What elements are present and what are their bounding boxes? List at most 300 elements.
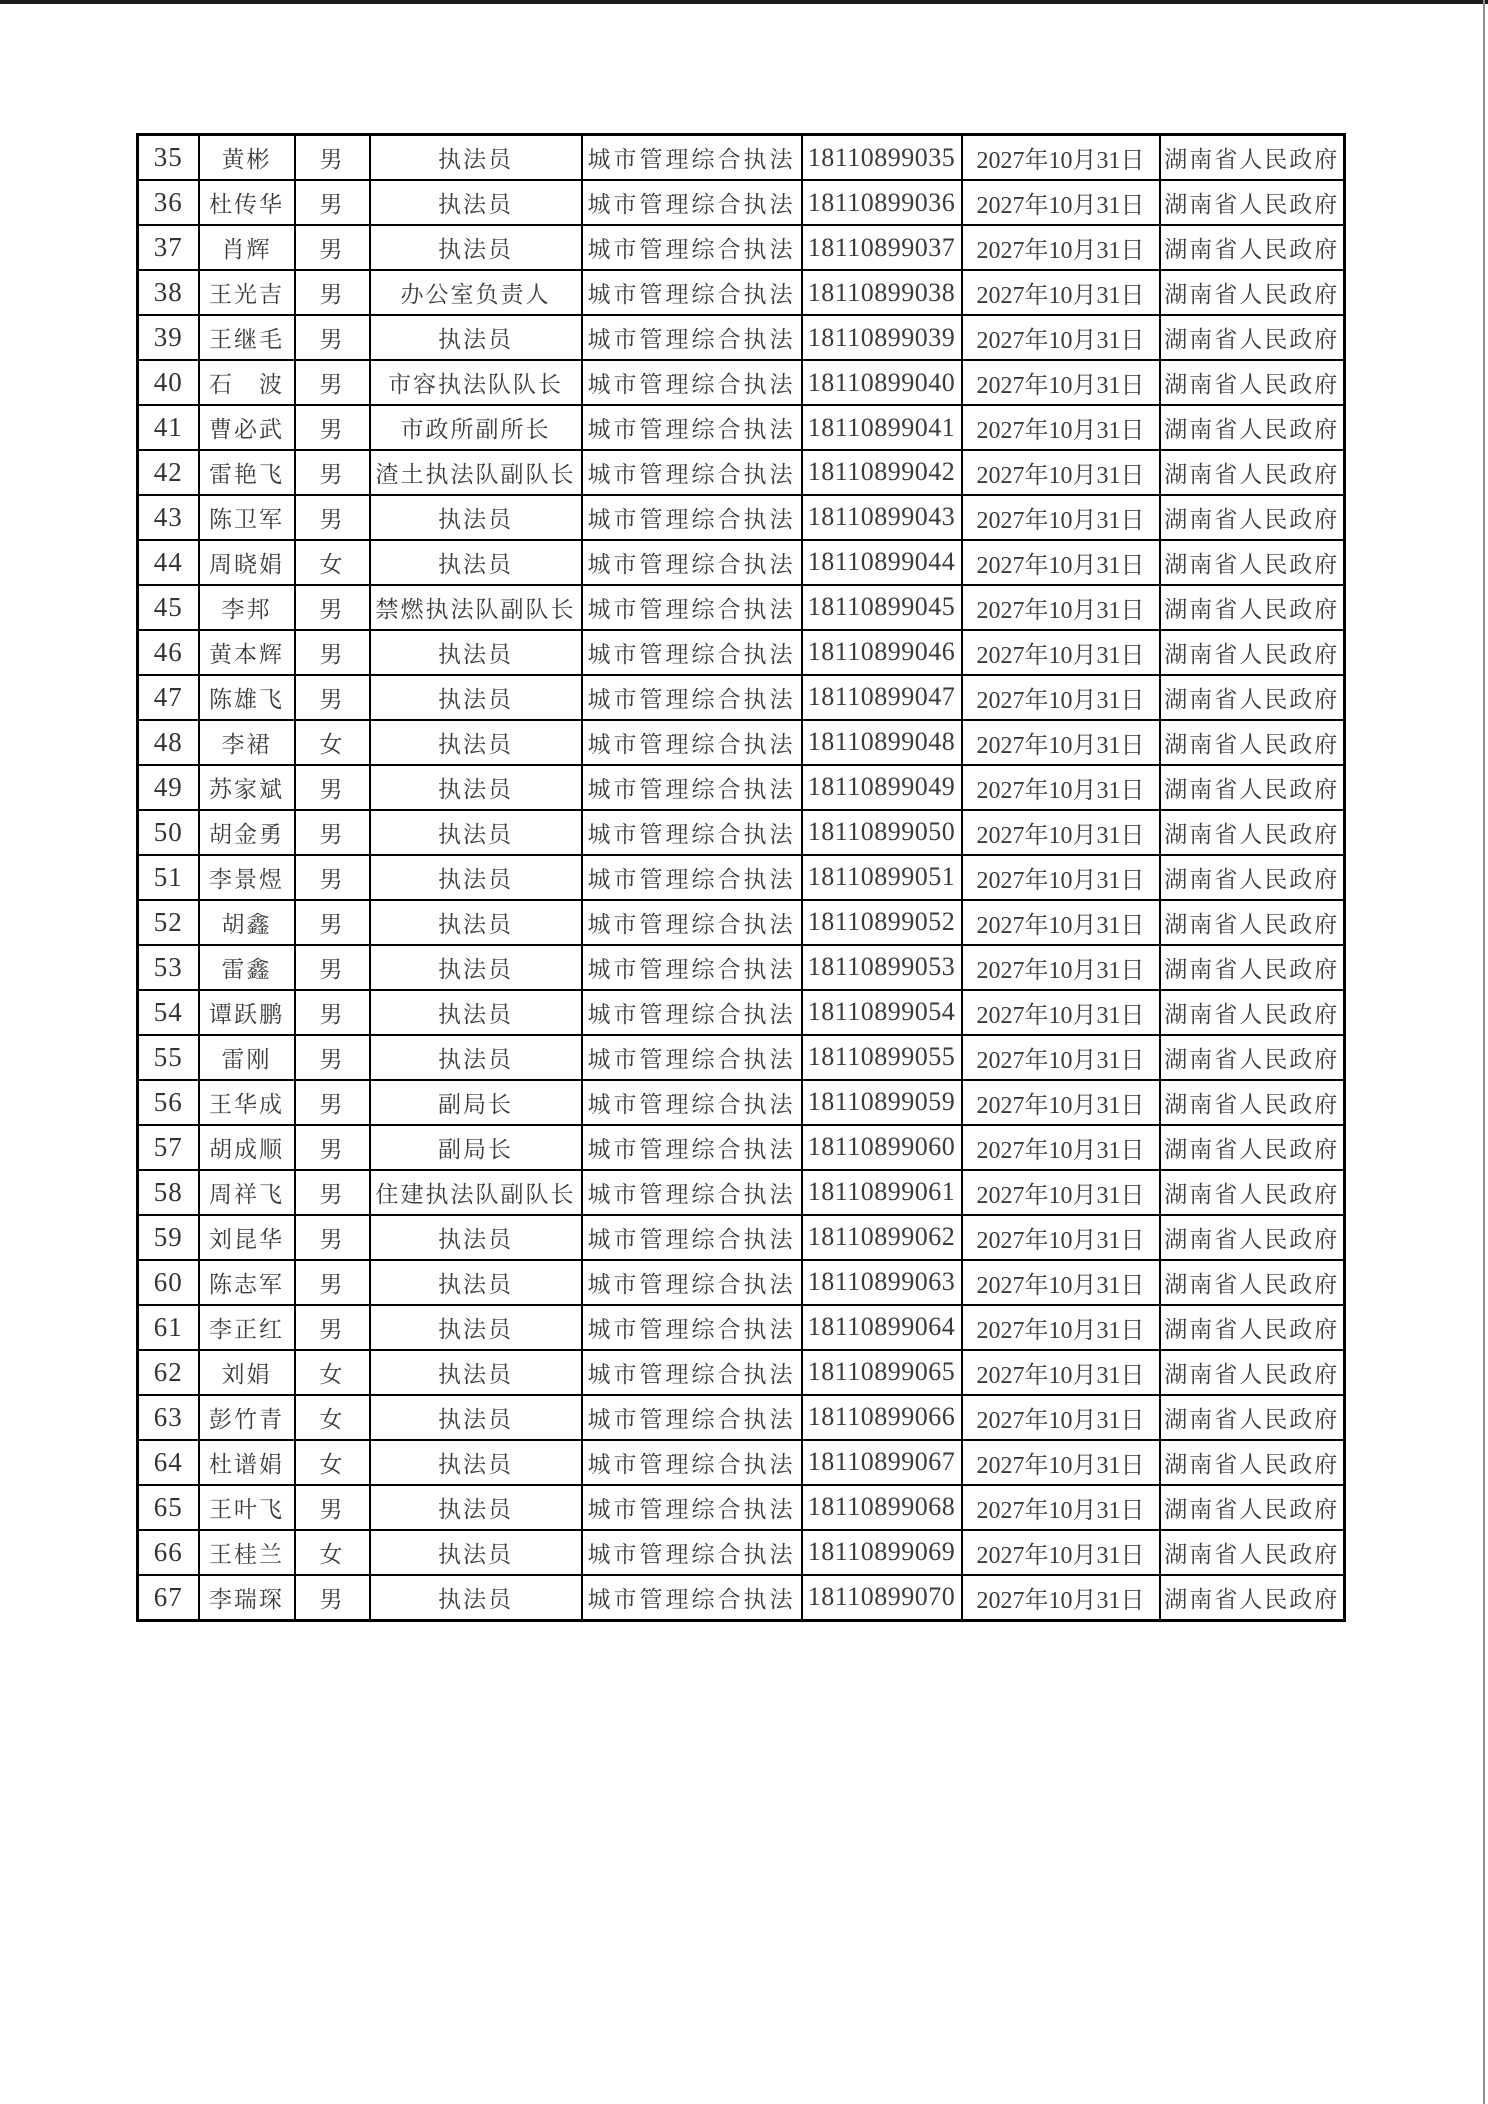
cell-date: 2027年10月31日 bbox=[962, 135, 1160, 181]
scan-right-edge-line bbox=[1483, 0, 1485, 2104]
cell-position: 执法员 bbox=[370, 180, 582, 225]
cell-date: 2027年10月31日 bbox=[962, 900, 1160, 945]
cell-cert_no: 18110899045 bbox=[802, 585, 962, 630]
cell-position: 执法员 bbox=[370, 1575, 582, 1621]
cell-name: 刘娟 bbox=[199, 1350, 295, 1395]
cell-authority: 湖南省人民政府 bbox=[1160, 270, 1345, 315]
cell-category: 城市管理综合执法 bbox=[582, 1305, 802, 1350]
cell-category: 城市管理综合执法 bbox=[582, 1080, 802, 1125]
cell-date: 2027年10月31日 bbox=[962, 1170, 1160, 1215]
cell-gender: 男 bbox=[295, 900, 370, 945]
cell-position: 执法员 bbox=[370, 135, 582, 181]
table-row bbox=[138, 990, 1345, 1035]
table-row bbox=[138, 1260, 1345, 1305]
cell-cert_no: 18110899039 bbox=[802, 315, 962, 360]
cell-date: 2027年10月31日 bbox=[962, 270, 1160, 315]
cell-cert_no: 18110899046 bbox=[802, 630, 962, 675]
cell-authority: 湖南省人民政府 bbox=[1160, 1170, 1345, 1215]
table-row bbox=[138, 1305, 1345, 1350]
cell-category: 城市管理综合执法 bbox=[582, 855, 802, 900]
cell-authority: 湖南省人民政府 bbox=[1160, 990, 1345, 1035]
cell-cert_no: 18110899038 bbox=[802, 270, 962, 315]
cell-name: 黄彬 bbox=[199, 135, 295, 181]
cell-no: 52 bbox=[138, 900, 199, 945]
cell-authority: 湖南省人民政府 bbox=[1160, 900, 1345, 945]
cell-category: 城市管理综合执法 bbox=[582, 945, 802, 990]
cell-cert_no: 18110899066 bbox=[802, 1395, 962, 1440]
cell-name: 黄本辉 bbox=[199, 630, 295, 675]
cell-gender: 男 bbox=[295, 990, 370, 1035]
cell-authority: 湖南省人民政府 bbox=[1160, 1575, 1345, 1621]
cell-date: 2027年10月31日 bbox=[962, 1080, 1160, 1125]
cell-position: 执法员 bbox=[370, 855, 582, 900]
cell-no: 36 bbox=[138, 180, 199, 225]
cell-position: 执法员 bbox=[370, 630, 582, 675]
cell-cert_no: 18110899067 bbox=[802, 1440, 962, 1485]
table-row bbox=[138, 360, 1345, 405]
cell-gender: 男 bbox=[295, 855, 370, 900]
cell-date: 2027年10月31日 bbox=[962, 990, 1160, 1035]
cell-name: 李裙 bbox=[199, 720, 295, 765]
cell-cert_no: 18110899070 bbox=[802, 1575, 962, 1621]
cell-cert_no: 18110899055 bbox=[802, 1035, 962, 1080]
cell-gender: 男 bbox=[295, 405, 370, 450]
cell-position: 禁燃执法队副队长 bbox=[370, 585, 582, 630]
table-row bbox=[138, 540, 1345, 585]
table-row bbox=[138, 1215, 1345, 1260]
cell-cert_no: 18110899042 bbox=[802, 450, 962, 495]
table-row bbox=[138, 945, 1345, 990]
cell-category: 城市管理综合执法 bbox=[582, 1125, 802, 1170]
cell-cert_no: 18110899050 bbox=[802, 810, 962, 855]
cell-date: 2027年10月31日 bbox=[962, 810, 1160, 855]
cell-gender: 男 bbox=[295, 765, 370, 810]
cell-gender: 男 bbox=[295, 360, 370, 405]
table-row bbox=[138, 405, 1345, 450]
cell-authority: 湖南省人民政府 bbox=[1160, 135, 1345, 181]
cell-date: 2027年10月31日 bbox=[962, 315, 1160, 360]
cell-position: 市政所副所长 bbox=[370, 405, 582, 450]
cell-category: 城市管理综合执法 bbox=[582, 765, 802, 810]
cell-authority: 湖南省人民政府 bbox=[1160, 1440, 1345, 1485]
cell-gender: 男 bbox=[295, 810, 370, 855]
table-row bbox=[138, 810, 1345, 855]
cell-no: 55 bbox=[138, 1035, 199, 1080]
cell-date: 2027年10月31日 bbox=[962, 225, 1160, 270]
cell-date: 2027年10月31日 bbox=[962, 1485, 1160, 1530]
cell-gender: 男 bbox=[295, 135, 370, 181]
cell-authority: 湖南省人民政府 bbox=[1160, 1530, 1345, 1575]
cell-gender: 男 bbox=[295, 495, 370, 540]
cell-category: 城市管理综合执法 bbox=[582, 720, 802, 765]
table-row bbox=[138, 1530, 1345, 1575]
cell-no: 51 bbox=[138, 855, 199, 900]
cell-authority: 湖南省人民政府 bbox=[1160, 495, 1345, 540]
cell-name: 肖辉 bbox=[199, 225, 295, 270]
cell-no: 41 bbox=[138, 405, 199, 450]
cell-position: 执法员 bbox=[370, 1440, 582, 1485]
cell-position: 执法员 bbox=[370, 1485, 582, 1530]
cell-authority: 湖南省人民政府 bbox=[1160, 225, 1345, 270]
cell-gender: 男 bbox=[295, 1080, 370, 1125]
cell-name: 胡金勇 bbox=[199, 810, 295, 855]
table-row bbox=[138, 585, 1345, 630]
cell-category: 城市管理综合执法 bbox=[582, 540, 802, 585]
cell-no: 66 bbox=[138, 1530, 199, 1575]
cell-position: 办公室负责人 bbox=[370, 270, 582, 315]
cell-gender: 男 bbox=[295, 675, 370, 720]
cell-gender: 女 bbox=[295, 720, 370, 765]
cell-authority: 湖南省人民政府 bbox=[1160, 1035, 1345, 1080]
certificate-table bbox=[136, 133, 1346, 1622]
cell-category: 城市管理综合执法 bbox=[582, 1575, 802, 1621]
cell-name: 周晓娟 bbox=[199, 540, 295, 585]
cell-position: 副局长 bbox=[370, 1080, 582, 1125]
cell-gender: 男 bbox=[295, 270, 370, 315]
cell-name: 苏家斌 bbox=[199, 765, 295, 810]
cell-gender: 男 bbox=[295, 180, 370, 225]
table-row bbox=[138, 1170, 1345, 1215]
cell-authority: 湖南省人民政府 bbox=[1160, 855, 1345, 900]
cell-authority: 湖南省人民政府 bbox=[1160, 945, 1345, 990]
cell-gender: 男 bbox=[295, 1215, 370, 1260]
cell-category: 城市管理综合执法 bbox=[582, 135, 802, 181]
cell-no: 38 bbox=[138, 270, 199, 315]
cell-position: 执法员 bbox=[370, 765, 582, 810]
cell-gender: 男 bbox=[295, 1305, 370, 1350]
cell-date: 2027年10月31日 bbox=[962, 675, 1160, 720]
cell-authority: 湖南省人民政府 bbox=[1160, 720, 1345, 765]
table-row bbox=[138, 270, 1345, 315]
cell-name: 谭跃鹏 bbox=[199, 990, 295, 1035]
cell-category: 城市管理综合执法 bbox=[582, 1530, 802, 1575]
cell-category: 城市管理综合执法 bbox=[582, 1260, 802, 1305]
table-row bbox=[138, 720, 1345, 765]
cell-authority: 湖南省人民政府 bbox=[1160, 360, 1345, 405]
cell-position: 市容执法队队长 bbox=[370, 360, 582, 405]
cell-category: 城市管理综合执法 bbox=[582, 675, 802, 720]
cell-cert_no: 18110899047 bbox=[802, 675, 962, 720]
table-row bbox=[138, 1575, 1345, 1621]
cell-authority: 湖南省人民政府 bbox=[1160, 315, 1345, 360]
cell-name: 胡鑫 bbox=[199, 900, 295, 945]
cell-name: 李景煜 bbox=[199, 855, 295, 900]
cell-category: 城市管理综合执法 bbox=[582, 495, 802, 540]
cell-name: 雷刚 bbox=[199, 1035, 295, 1080]
cell-no: 40 bbox=[138, 360, 199, 405]
cell-position: 执法员 bbox=[370, 675, 582, 720]
cell-position: 副局长 bbox=[370, 1125, 582, 1170]
cell-category: 城市管理综合执法 bbox=[582, 315, 802, 360]
cell-cert_no: 18110899060 bbox=[802, 1125, 962, 1170]
cell-category: 城市管理综合执法 bbox=[582, 1215, 802, 1260]
cell-no: 56 bbox=[138, 1080, 199, 1125]
cell-no: 61 bbox=[138, 1305, 199, 1350]
cell-cert_no: 18110899051 bbox=[802, 855, 962, 900]
cell-name: 彭竹青 bbox=[199, 1395, 295, 1440]
cell-name: 曹必武 bbox=[199, 405, 295, 450]
table-row bbox=[138, 1125, 1345, 1170]
cell-position: 执法员 bbox=[370, 1215, 582, 1260]
cell-no: 46 bbox=[138, 630, 199, 675]
cell-authority: 湖南省人民政府 bbox=[1160, 675, 1345, 720]
cell-category: 城市管理综合执法 bbox=[582, 1485, 802, 1530]
cell-name: 王继毛 bbox=[199, 315, 295, 360]
cell-no: 42 bbox=[138, 450, 199, 495]
cell-category: 城市管理综合执法 bbox=[582, 900, 802, 945]
cell-gender: 女 bbox=[295, 1395, 370, 1440]
cell-gender: 男 bbox=[295, 1485, 370, 1530]
cell-cert_no: 18110899053 bbox=[802, 945, 962, 990]
cell-position: 执法员 bbox=[370, 1260, 582, 1305]
cell-authority: 湖南省人民政府 bbox=[1160, 1395, 1345, 1440]
table-row bbox=[138, 855, 1345, 900]
table-row bbox=[138, 1035, 1345, 1080]
cell-gender: 男 bbox=[295, 315, 370, 360]
cell-gender: 男 bbox=[295, 585, 370, 630]
cell-no: 48 bbox=[138, 720, 199, 765]
cell-date: 2027年10月31日 bbox=[962, 1395, 1160, 1440]
table-row bbox=[138, 180, 1345, 225]
cell-authority: 湖南省人民政府 bbox=[1160, 810, 1345, 855]
cell-authority: 湖南省人民政府 bbox=[1160, 1350, 1345, 1395]
cell-cert_no: 18110899043 bbox=[802, 495, 962, 540]
cell-position: 执法员 bbox=[370, 810, 582, 855]
cell-date: 2027年10月31日 bbox=[962, 360, 1160, 405]
cell-no: 45 bbox=[138, 585, 199, 630]
cell-no: 37 bbox=[138, 225, 199, 270]
cell-no: 62 bbox=[138, 1350, 199, 1395]
cell-name: 李邦 bbox=[199, 585, 295, 630]
cell-gender: 男 bbox=[295, 945, 370, 990]
cell-no: 53 bbox=[138, 945, 199, 990]
cell-position: 执法员 bbox=[370, 720, 582, 765]
cell-cert_no: 18110899041 bbox=[802, 405, 962, 450]
cell-no: 58 bbox=[138, 1170, 199, 1215]
cell-authority: 湖南省人民政府 bbox=[1160, 1485, 1345, 1530]
table-row bbox=[138, 1440, 1345, 1485]
cell-category: 城市管理综合执法 bbox=[582, 405, 802, 450]
cell-no: 49 bbox=[138, 765, 199, 810]
table-row bbox=[138, 495, 1345, 540]
table-row bbox=[138, 1395, 1345, 1440]
cell-category: 城市管理综合执法 bbox=[582, 180, 802, 225]
cell-date: 2027年10月31日 bbox=[962, 450, 1160, 495]
cell-cert_no: 18110899036 bbox=[802, 180, 962, 225]
table-row bbox=[138, 135, 1345, 181]
cell-gender: 女 bbox=[295, 1350, 370, 1395]
cell-date: 2027年10月31日 bbox=[962, 1440, 1160, 1485]
cell-no: 50 bbox=[138, 810, 199, 855]
cell-no: 64 bbox=[138, 1440, 199, 1485]
cell-category: 城市管理综合执法 bbox=[582, 1395, 802, 1440]
cell-position: 执法员 bbox=[370, 495, 582, 540]
cell-no: 44 bbox=[138, 540, 199, 585]
cell-category: 城市管理综合执法 bbox=[582, 630, 802, 675]
table-row bbox=[138, 675, 1345, 720]
cell-date: 2027年10月31日 bbox=[962, 945, 1160, 990]
cell-date: 2027年10月31日 bbox=[962, 1125, 1160, 1170]
cell-position: 住建执法队副队长 bbox=[370, 1170, 582, 1215]
cell-gender: 男 bbox=[295, 450, 370, 495]
cell-date: 2027年10月31日 bbox=[962, 180, 1160, 225]
cell-date: 2027年10月31日 bbox=[962, 765, 1160, 810]
cell-name: 陈志军 bbox=[199, 1260, 295, 1305]
cell-cert_no: 18110899037 bbox=[802, 225, 962, 270]
cell-date: 2027年10月31日 bbox=[962, 1260, 1160, 1305]
cell-category: 城市管理综合执法 bbox=[582, 450, 802, 495]
cell-authority: 湖南省人民政府 bbox=[1160, 765, 1345, 810]
cell-position: 执法员 bbox=[370, 315, 582, 360]
table-row bbox=[138, 630, 1345, 675]
cell-gender: 女 bbox=[295, 540, 370, 585]
cell-gender: 女 bbox=[295, 1440, 370, 1485]
cell-name: 王桂兰 bbox=[199, 1530, 295, 1575]
cell-no: 35 bbox=[138, 135, 199, 181]
cell-position: 执法员 bbox=[370, 225, 582, 270]
cell-authority: 湖南省人民政府 bbox=[1160, 180, 1345, 225]
cell-no: 67 bbox=[138, 1575, 199, 1621]
cell-position: 执法员 bbox=[370, 1530, 582, 1575]
cell-gender: 男 bbox=[295, 1170, 370, 1215]
cell-name: 石 波 bbox=[199, 360, 295, 405]
cell-cert_no: 18110899040 bbox=[802, 360, 962, 405]
table-row bbox=[138, 315, 1345, 360]
cell-position: 执法员 bbox=[370, 1305, 582, 1350]
cell-cert_no: 18110899044 bbox=[802, 540, 962, 585]
cell-no: 65 bbox=[138, 1485, 199, 1530]
cell-authority: 湖南省人民政府 bbox=[1160, 540, 1345, 585]
cell-cert_no: 18110899061 bbox=[802, 1170, 962, 1215]
cell-cert_no: 18110899035 bbox=[802, 135, 962, 181]
cell-position: 执法员 bbox=[370, 1350, 582, 1395]
cell-position: 渣土执法队副队长 bbox=[370, 450, 582, 495]
cell-cert_no: 18110899054 bbox=[802, 990, 962, 1035]
cell-date: 2027年10月31日 bbox=[962, 1035, 1160, 1080]
cell-no: 63 bbox=[138, 1395, 199, 1440]
cell-category: 城市管理综合执法 bbox=[582, 225, 802, 270]
cell-cert_no: 18110899064 bbox=[802, 1305, 962, 1350]
cell-category: 城市管理综合执法 bbox=[582, 1440, 802, 1485]
cell-position: 执法员 bbox=[370, 945, 582, 990]
cell-category: 城市管理综合执法 bbox=[582, 585, 802, 630]
cell-category: 城市管理综合执法 bbox=[582, 990, 802, 1035]
table-row bbox=[138, 900, 1345, 945]
cell-authority: 湖南省人民政府 bbox=[1160, 1080, 1345, 1125]
cell-position: 执法员 bbox=[370, 990, 582, 1035]
cell-no: 39 bbox=[138, 315, 199, 360]
cell-date: 2027年10月31日 bbox=[962, 405, 1160, 450]
table-row bbox=[138, 450, 1345, 495]
cell-cert_no: 18110899048 bbox=[802, 720, 962, 765]
cell-authority: 湖南省人民政府 bbox=[1160, 450, 1345, 495]
cell-no: 60 bbox=[138, 1260, 199, 1305]
table-row bbox=[138, 765, 1345, 810]
cell-name: 李正红 bbox=[199, 1305, 295, 1350]
cell-category: 城市管理综合执法 bbox=[582, 360, 802, 405]
cell-date: 2027年10月31日 bbox=[962, 585, 1160, 630]
cell-name: 雷艳飞 bbox=[199, 450, 295, 495]
cell-cert_no: 18110899065 bbox=[802, 1350, 962, 1395]
cell-cert_no: 18110899062 bbox=[802, 1215, 962, 1260]
cell-category: 城市管理综合执法 bbox=[582, 1170, 802, 1215]
cell-authority: 湖南省人民政府 bbox=[1160, 630, 1345, 675]
cell-authority: 湖南省人民政府 bbox=[1160, 1305, 1345, 1350]
cell-no: 43 bbox=[138, 495, 199, 540]
cell-date: 2027年10月31日 bbox=[962, 855, 1160, 900]
cell-name: 李瑞琛 bbox=[199, 1575, 295, 1621]
cell-date: 2027年10月31日 bbox=[962, 1575, 1160, 1621]
cell-cert_no: 18110899052 bbox=[802, 900, 962, 945]
cell-date: 2027年10月31日 bbox=[962, 1530, 1160, 1575]
cell-no: 47 bbox=[138, 675, 199, 720]
cell-position: 执法员 bbox=[370, 1035, 582, 1080]
scan-top-edge bbox=[0, 0, 1488, 4]
table-row bbox=[138, 1350, 1345, 1395]
cell-cert_no: 18110899049 bbox=[802, 765, 962, 810]
cell-date: 2027年10月31日 bbox=[962, 630, 1160, 675]
cell-name: 周祥飞 bbox=[199, 1170, 295, 1215]
cell-gender: 男 bbox=[295, 1575, 370, 1621]
cell-gender: 男 bbox=[295, 1125, 370, 1170]
table-row bbox=[138, 1080, 1345, 1125]
cell-category: 城市管理综合执法 bbox=[582, 810, 802, 855]
cell-cert_no: 18110899059 bbox=[802, 1080, 962, 1125]
cell-authority: 湖南省人民政府 bbox=[1160, 1215, 1345, 1260]
cell-gender: 女 bbox=[295, 1530, 370, 1575]
cell-name: 杜谱娟 bbox=[199, 1440, 295, 1485]
cell-name: 陈雄飞 bbox=[199, 675, 295, 720]
cell-position: 执法员 bbox=[370, 900, 582, 945]
cell-gender: 男 bbox=[295, 1260, 370, 1305]
cell-date: 2027年10月31日 bbox=[962, 720, 1160, 765]
cell-position: 执法员 bbox=[370, 1395, 582, 1440]
cell-name: 杜传华 bbox=[199, 180, 295, 225]
cell-category: 城市管理综合执法 bbox=[582, 1035, 802, 1080]
cell-authority: 湖南省人民政府 bbox=[1160, 1260, 1345, 1305]
cell-position: 执法员 bbox=[370, 540, 582, 585]
cell-no: 54 bbox=[138, 990, 199, 1035]
cell-category: 城市管理综合执法 bbox=[582, 1350, 802, 1395]
cell-cert_no: 18110899069 bbox=[802, 1530, 962, 1575]
cell-gender: 男 bbox=[295, 630, 370, 675]
cell-date: 2027年10月31日 bbox=[962, 540, 1160, 585]
cell-name: 刘昆华 bbox=[199, 1215, 295, 1260]
cell-cert_no: 18110899068 bbox=[802, 1485, 962, 1530]
cell-category: 城市管理综合执法 bbox=[582, 270, 802, 315]
cell-authority: 湖南省人民政府 bbox=[1160, 405, 1345, 450]
cell-name: 王叶飞 bbox=[199, 1485, 295, 1530]
cell-date: 2027年10月31日 bbox=[962, 495, 1160, 540]
cell-name: 胡成顺 bbox=[199, 1125, 295, 1170]
cell-name: 陈卫军 bbox=[199, 495, 295, 540]
cell-name: 王光吉 bbox=[199, 270, 295, 315]
cell-authority: 湖南省人民政府 bbox=[1160, 585, 1345, 630]
cell-authority: 湖南省人民政府 bbox=[1160, 1125, 1345, 1170]
cell-no: 57 bbox=[138, 1125, 199, 1170]
cell-name: 王华成 bbox=[199, 1080, 295, 1125]
table-row bbox=[138, 225, 1345, 270]
cell-no: 59 bbox=[138, 1215, 199, 1260]
cell-date: 2027年10月31日 bbox=[962, 1305, 1160, 1350]
cell-date: 2027年10月31日 bbox=[962, 1215, 1160, 1260]
table-row bbox=[138, 1485, 1345, 1530]
cell-name: 雷鑫 bbox=[199, 945, 295, 990]
cell-date: 2027年10月31日 bbox=[962, 1350, 1160, 1395]
cell-gender: 男 bbox=[295, 1035, 370, 1080]
cell-gender: 男 bbox=[295, 225, 370, 270]
cell-cert_no: 18110899063 bbox=[802, 1260, 962, 1305]
